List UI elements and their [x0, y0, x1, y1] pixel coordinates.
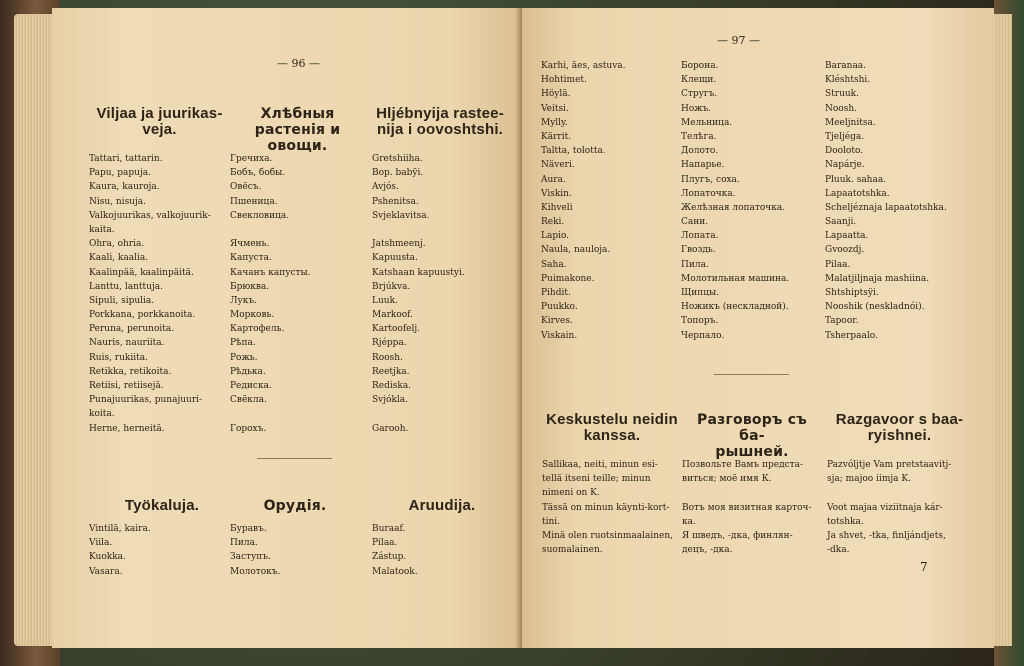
entry-line: Saanji.: [825, 217, 857, 228]
entry-line: Телѣга.: [681, 131, 717, 142]
entry-line: Roosh.: [372, 352, 403, 363]
entry-line: Papu, papuja.: [89, 168, 151, 179]
transliteration-column: [372, 152, 465, 436]
entry-line: Puukko.: [541, 302, 578, 313]
entry-line: Nauris, nauriita.: [89, 338, 165, 349]
transliteration-column: [372, 522, 418, 579]
left-page: [52, 8, 522, 648]
entry-line: Tässä on minun käynti-kort-: [542, 502, 670, 513]
entry-line: Качанъ капусты.: [230, 267, 311, 278]
entry-line: Viskin.: [541, 188, 572, 199]
entry-line: Буравъ.: [230, 524, 267, 534]
entry-line: Tjeljéga.: [825, 131, 865, 142]
entry-line: Lapaatta.: [825, 231, 869, 242]
entry-line: Höylä.: [541, 89, 571, 100]
entry-line: Желѣзная лопаточка.: [681, 202, 786, 213]
entry-line: Позвольте Вамъ предста-: [682, 460, 804, 470]
entry-line: Mylly.: [541, 117, 568, 128]
entry-line: Veitsi.: [541, 103, 569, 114]
entry-line: Ruis, rukiita.: [89, 352, 148, 363]
entry-line: Aura.: [541, 174, 566, 185]
entry-line: Porkkana, porkkanoita.: [89, 310, 196, 321]
entry-line: Pluuk. sahaa.: [825, 174, 887, 185]
entry-line: Napárje.: [825, 160, 865, 171]
right-page: [522, 8, 994, 648]
entry-line: Garooh.: [372, 423, 409, 434]
entry-line: Щипцы.: [681, 288, 720, 298]
entry-line: Kléshtshi.: [825, 75, 871, 86]
entry-line: децъ, -дка.: [682, 545, 733, 556]
entry-line: Ja shvet, -tka, finljándjets,: [827, 530, 946, 541]
entry-line: Meeljnitsa.: [825, 117, 876, 128]
entry-line: Пила.: [230, 538, 258, 549]
entry-line: Сани.: [681, 217, 709, 228]
entry-line: totshka.: [827, 516, 864, 527]
entry-line: Стругъ.: [681, 89, 718, 100]
entry-line: Pilaa.: [825, 259, 851, 270]
entry-line: [827, 486, 951, 500]
entry-line: Struuk.: [825, 89, 859, 100]
entry-line: Karhi, äes, astuva.: [541, 61, 626, 71]
entry-line: Markoof.: [372, 310, 414, 321]
entry-line: Svjeklavitsa.: [372, 210, 430, 221]
entry-line: Reetjka.: [372, 366, 410, 377]
entry-line: Топоръ.: [681, 316, 719, 327]
entry-line: Svjókla.: [372, 395, 409, 406]
entry-line: Kirves.: [541, 316, 573, 327]
entry-line: Рѣдька.: [230, 366, 266, 377]
russian-word-column: [230, 522, 280, 579]
entry-line: Заступъ.: [230, 552, 271, 563]
entry-line: Свекловица.: [230, 210, 290, 221]
entry-line: [230, 407, 311, 421]
entry-line: Minä olen ruotsinmaalainen,: [542, 530, 673, 541]
entry-line: Редиска.: [230, 381, 272, 391]
entry-line: Sallikaa, neiti, minun esi-: [542, 460, 658, 470]
entry-line: Malatook.: [372, 566, 418, 577]
entry-line: Плугъ, соха.: [681, 174, 740, 185]
entry-line: Dooloto.: [825, 146, 864, 157]
entry-line: Гречиха.: [230, 154, 273, 164]
entry-line: [682, 486, 812, 500]
entry-line: Ячмень.: [230, 239, 270, 250]
entry-line: [372, 223, 465, 237]
section-heading-transliteration: Hljébnyija rastee- nija i oovoshtshi.: [376, 105, 504, 138]
entry-line: Vasara.: [89, 566, 123, 577]
entry-line: Лопата.: [681, 231, 719, 242]
entry-line: -dka.: [827, 545, 850, 556]
entry-line: Черпало.: [681, 330, 725, 341]
entry-line: koita.: [89, 409, 115, 420]
entry-line: виться; моё имя К.: [682, 474, 772, 485]
entry-line: Рожь.: [230, 352, 258, 363]
entry-line: Tapoor.: [825, 316, 859, 327]
entry-line: Malatjiljnaja mashiina.: [825, 273, 930, 284]
entry-line: Rjéppa.: [372, 338, 407, 349]
russian-phrase-column: [682, 458, 812, 557]
entry-line: Овёсъ.: [230, 182, 262, 193]
entry-line: Tsherpaalo.: [825, 330, 878, 341]
entry-line: kaita.: [89, 224, 115, 235]
entry-line: ка.: [682, 516, 696, 527]
section-heading-transliteration: Aruudija.: [408, 497, 476, 514]
entry-line: Kaali, kaalia.: [89, 253, 149, 264]
entry-line: Shtshiptsÿi.: [825, 288, 879, 298]
entry-line: Jatshmeenj.: [372, 239, 426, 250]
entry-line: Kapuusta.: [372, 253, 418, 264]
entry-line: Пила.: [681, 259, 709, 270]
section-divider: [257, 458, 332, 459]
entry-line: Kartoofelj.: [372, 324, 421, 335]
signature-mark: 7: [920, 560, 928, 574]
entry-line: [372, 407, 465, 421]
entry-line: Naula, nauloja.: [541, 245, 611, 256]
entry-line: Kuokka.: [89, 552, 126, 563]
entry-line: Pilaa.: [372, 538, 398, 549]
entry-line: Lanttu, lanttuja.: [89, 281, 163, 292]
entry-line: Hohtimet.: [541, 75, 587, 86]
finnish-word-column: [541, 59, 626, 343]
entry-line: Noosh.: [825, 103, 857, 114]
entry-line: Näveri.: [541, 160, 575, 171]
entry-line: [230, 223, 311, 237]
entry-line: tellä itseni teille; minun: [542, 474, 651, 485]
finnish-phrase-column: [542, 458, 673, 557]
entry-line: Напарье.: [681, 160, 725, 171]
entry-line: Свёкла.: [230, 395, 267, 406]
entry-line: Lapio.: [541, 231, 570, 242]
entry-line: Viila.: [89, 538, 113, 549]
entry-line: Гвоздь.: [681, 245, 716, 256]
section-heading-russian: Хлѣбныя растенія и овощи.: [254, 106, 341, 154]
entry-line: Kihveli: [541, 202, 573, 213]
entry-line: Voot majaa viziitnaja kár-: [827, 502, 943, 513]
entry-line: Ohra, ohria.: [89, 239, 145, 250]
entry-line: Pihdit.: [541, 288, 571, 298]
entry-line: Ножикъ (нескладной).: [681, 302, 789, 313]
entry-line: Горохъ.: [230, 423, 267, 434]
section-heading-transliteration: Razgavoor s baa- ryishnei.: [835, 411, 964, 444]
russian-word-column: [681, 59, 789, 343]
page-number: — 97 —: [717, 34, 760, 47]
entry-line: Retikka, retikoita.: [89, 366, 172, 377]
entry-line: nimeni on K.: [542, 488, 600, 499]
entry-line: Avjós.: [372, 182, 399, 193]
entry-line: Ножъ.: [681, 103, 712, 114]
entry-line: Молотильная машина.: [681, 273, 790, 284]
entry-line: Bop. babÿi.: [372, 168, 424, 179]
entry-line: Brjúkva.: [372, 281, 411, 292]
entry-line: Лукъ.: [230, 295, 258, 306]
entry-line: tini.: [542, 516, 561, 527]
entry-line: Puimakone.: [541, 273, 595, 284]
entry-line: Картофель.: [230, 324, 285, 335]
entry-line: Долото.: [681, 146, 719, 157]
entry-line: Gretshiiha.: [372, 154, 423, 164]
entry-line: Nooshik (neskladnói).: [825, 302, 925, 313]
entry-line: Luuk.: [372, 295, 398, 306]
entry-line: Молотокъ.: [230, 566, 281, 577]
entry-line: suomalainen.: [542, 545, 603, 556]
entry-line: Бобъ, бобы.: [230, 168, 286, 179]
entry-line: Kaalinpää, kaalinpäitä.: [89, 267, 194, 278]
section-heading-finnish: Viljaa ja juurikas- veja.: [96, 105, 223, 138]
entry-line: Sipuli, sipulia.: [89, 295, 155, 306]
section-heading-russian: Орудія.: [263, 498, 327, 514]
entry-line: Vintilä, kaira.: [89, 524, 151, 534]
finnish-word-column: [89, 152, 211, 436]
entry-line: Борона.: [681, 61, 719, 71]
entry-line: Брюква.: [230, 281, 270, 292]
entry-line: Saha.: [541, 259, 567, 270]
section-heading-finnish: Työkaluja.: [124, 497, 200, 514]
section-heading-finnish: Keskustelu neidin kanssa.: [546, 411, 678, 444]
entry-line: Scheljéznaja lapaatotshka.: [825, 202, 947, 213]
transliteration-column: [825, 59, 947, 343]
entry-line: Viskain.: [541, 330, 578, 341]
entry-line: Retiisi, retiisejä.: [89, 381, 164, 391]
entry-line: Kaura, kauroja.: [89, 182, 160, 193]
entry-line: Katshaan kapuustyi.: [372, 267, 465, 278]
entry-line: Pazvóljtje Vam pretstaavitj-: [827, 460, 952, 470]
entry-line: Buraaf.: [372, 524, 406, 534]
entry-line: Pshenitsa.: [372, 196, 419, 207]
entry-line: Rediska.: [372, 381, 412, 391]
russian-word-column: [230, 152, 311, 436]
entry-line: Baranaa.: [825, 61, 867, 71]
entry-line: Reki.: [541, 217, 565, 228]
entry-line: Punajuurikas, punajuuri-: [89, 395, 203, 406]
entry-line: sja; majoo iimja K.: [827, 474, 911, 485]
entry-line: Морковь.: [230, 310, 275, 321]
entry-line: Лопаточка.: [681, 188, 736, 199]
entry-line: Zástup.: [372, 552, 407, 563]
entry-line: Клещи.: [681, 75, 717, 86]
section-divider: [714, 374, 789, 375]
section-heading-russian: Разговоръ съ ба- рышней.: [697, 412, 807, 460]
entry-line: Вотъ моя визитная карточ-: [682, 502, 812, 513]
entry-line: Lapaatotshka.: [825, 188, 890, 199]
entry-line: Kärrit.: [541, 131, 572, 142]
finnish-word-column: [89, 522, 151, 579]
entry-line: Peruna, perunoita.: [89, 324, 175, 335]
entry-line: Valkojuurikas, valkojuurik-: [89, 210, 211, 221]
entry-line: Я шведъ, -дка, финлян-: [682, 530, 793, 541]
entry-line: Herne, herneitä.: [89, 423, 165, 434]
entry-line: Tattari, tattarin.: [89, 154, 163, 164]
entry-line: Gvoozdj.: [825, 245, 865, 256]
entry-line: Рѣпа.: [230, 338, 256, 349]
entry-line: Nisu, nisuja.: [89, 196, 146, 207]
entry-line: Мельница.: [681, 117, 733, 128]
transliteration-phrase-column: [827, 458, 951, 557]
entry-line: Пшеница.: [230, 196, 278, 207]
entry-line: Taltta, tolotta.: [541, 146, 606, 157]
page-number: — 96 —: [277, 57, 320, 70]
entry-line: Капуста.: [230, 253, 272, 264]
